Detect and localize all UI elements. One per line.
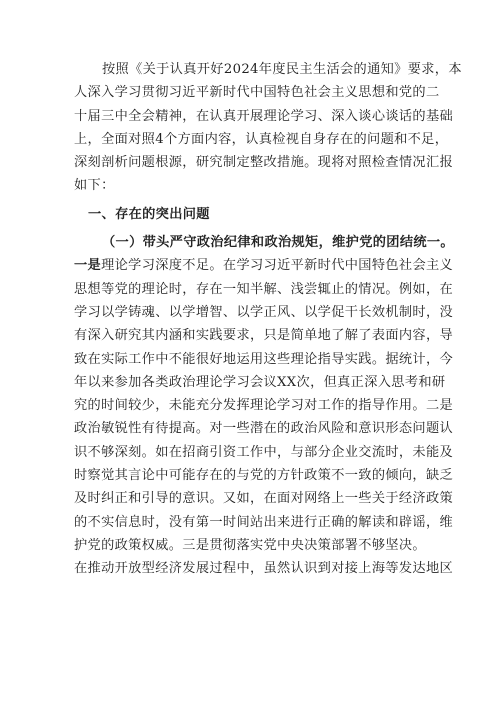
intro-line-1: 按照《关于认真开好2024年度民主生活会的通知》要求，本: [102, 62, 462, 77]
body-line-10: 及时纠正和引导的意识。又如，在面对网络上一些关于经济政策: [74, 491, 454, 507]
intro-line-5: 深刻剖析问题根源，研究制定整改措施。现将对照检查情况汇报: [74, 155, 454, 171]
intro-line-3: 十届三中全会精神，在认真开展理论学习、深入谈心谈话的基础: [74, 108, 454, 124]
body-line-5: 年以来参加各类政治理论学习会议XX次，但真正深入思考和研: [74, 374, 446, 390]
body-line-13: 在推动开放型经济发展过程中，虽然认识到对接上海等发达地区: [74, 561, 454, 577]
point-one-label: 一是: [74, 258, 102, 274]
body-line-3: 有深入研究其内涵和实践要求，只是简单地了解了表面内容，导: [74, 328, 454, 344]
point-one-line: [74, 254, 454, 277]
section-heading: 一、存在的突出问题: [88, 206, 210, 222]
body-line-4: 致在实际工作中不能很好地运用这些理论指导实践。据统计，今: [74, 351, 454, 367]
body-line-1: 思想等党的理论时，存在一知半解、浅尝辄止的情况。例如，在: [74, 281, 454, 297]
subheading: （一）带头严守政治纪律和政治规矩，维护党的团结统一。: [102, 235, 454, 251]
intro-line-6: 如下：: [74, 178, 115, 194]
body-line-11: 的不实信息时，没有第一时间站出来进行正确的解读和辟谣，维: [74, 514, 454, 530]
body-line-12: 护党的政策权威。三是贯彻落实党中央决策部署不够坚决。: [74, 537, 426, 553]
body-line-6: 究的时间较少，未能充分发挥理论学习对工作的指导作用。二是: [74, 398, 454, 414]
document-body: [74, 58, 462, 581]
body-line-7: 政治敏锐性有待提高。对一些潜在的政治风险和意识形态问题认: [74, 421, 454, 437]
body-line-8: 识不够深刻。如在招商引资工作中，与部分企业交流时，未能及: [74, 444, 454, 460]
body-line-2: 学习以学铸魂、以学增智、以学正风、以学促干长效机制时，没: [74, 304, 454, 320]
body-line-9: 时察觉其言论中可能存在的与党的方针政策不一致的倾向，缺乏: [74, 468, 454, 484]
intro-line-4: 上，全面对照4个方面内容，认真检视自身存在的问题和不足，: [74, 131, 449, 147]
intro-line-2: 人深入学习贯彻习近平新时代中国特色社会主义思想和党的二: [74, 85, 440, 101]
point-one-text: 理论学习深度不足。在学习习近平新时代中国特色社会主义: [101, 258, 454, 274]
